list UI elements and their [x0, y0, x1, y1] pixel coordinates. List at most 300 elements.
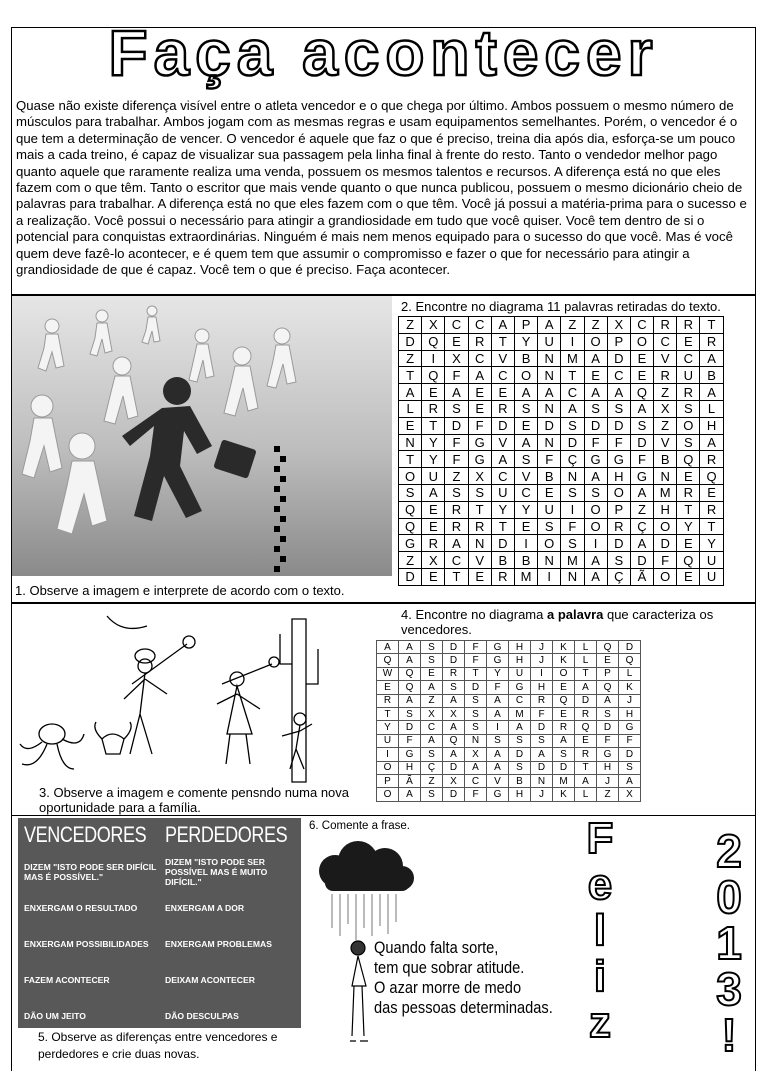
white-runner-figure — [90, 310, 112, 356]
grid-cell: N — [538, 367, 561, 384]
grid-cell: S — [445, 400, 468, 417]
grid-cell: A — [561, 400, 584, 417]
grid-cell: J — [597, 774, 619, 787]
grid-cell: A — [421, 681, 443, 694]
grid-cell: G — [619, 721, 641, 734]
grid-cell: Y — [377, 721, 399, 734]
grid-row — [377, 667, 641, 680]
grid-cell: G — [487, 654, 509, 667]
grid-cell: A — [421, 734, 443, 747]
grid-cell: R — [491, 400, 514, 417]
grid-cell: S — [399, 707, 421, 720]
grid-cell: A — [445, 384, 468, 401]
grid-cell: O — [538, 535, 561, 552]
grid-cell: P — [377, 774, 399, 787]
grid-cell: U — [700, 552, 723, 569]
ground-line — [107, 616, 147, 628]
year-vertical-text — [702, 825, 756, 1061]
grid-cell: A — [377, 641, 399, 654]
girl-figure — [350, 941, 368, 1041]
grid-row — [377, 788, 641, 801]
runners-illustration — [12, 296, 392, 576]
grid-cell: F — [465, 788, 487, 801]
grid-cell: Q — [422, 333, 445, 350]
grid-cell: A — [399, 641, 421, 654]
grid-row — [399, 400, 724, 417]
losers-column — [165, 818, 301, 1028]
grid-cell: K — [553, 654, 575, 667]
grid-cell: L — [399, 400, 422, 417]
grid-cell: R — [700, 501, 723, 518]
grid-cell: R — [677, 484, 700, 501]
grid-row — [399, 552, 724, 569]
grid-cell: S — [561, 535, 584, 552]
comparison-item: DIZEM "ISTO PODE SER POSSÍVEL MAS É MUITO DIFÍCIL." — [165, 857, 268, 887]
grid-cell: Y — [677, 518, 700, 535]
grid-cell: G — [607, 451, 630, 468]
grid-cell: D — [443, 761, 465, 774]
finish-line — [274, 446, 286, 572]
feliz-letter: z — [589, 998, 611, 1047]
grid-cell: B — [491, 552, 514, 569]
grid-cell: E — [553, 681, 575, 694]
comparison-item: ENXERGAM A DOR — [165, 903, 245, 913]
grid-cell: E — [377, 681, 399, 694]
comparison-item: DÃO UM JEITO — [24, 1011, 86, 1021]
grid-row — [377, 761, 641, 774]
grid-cell: D — [553, 761, 575, 774]
grid-cell: O — [654, 568, 677, 585]
grid-cell: A — [509, 721, 531, 734]
grid-cell: Z — [399, 350, 422, 367]
grid-cell: Y — [700, 535, 723, 552]
grid-cell: D — [399, 333, 422, 350]
grid-cell: A — [700, 350, 723, 367]
comparison-item: FAZEM ACONTECER — [24, 975, 110, 985]
grid-cell: X — [443, 774, 465, 787]
grid-cell: D — [630, 552, 653, 569]
grid-cell: X — [619, 788, 641, 801]
grid-cell: D — [654, 535, 677, 552]
grid-cell: A — [399, 384, 422, 401]
grid-cell: S — [468, 484, 491, 501]
grid-cell: S — [677, 434, 700, 451]
grid-cell: U — [422, 468, 445, 485]
grid-cell: A — [575, 681, 597, 694]
grid-cell: G — [597, 748, 619, 761]
grid-row — [399, 484, 724, 501]
grid-cell: O — [553, 667, 575, 680]
grid-cell: H — [509, 788, 531, 801]
grid-cell: E — [630, 350, 653, 367]
grid-cell: B — [514, 552, 537, 569]
grid-cell: A — [584, 384, 607, 401]
grid-cell: H — [531, 681, 553, 694]
white-runner-figure — [189, 329, 214, 382]
grid-cell: A — [399, 654, 421, 667]
grid-cell: C — [445, 552, 468, 569]
grid-cell: H — [509, 641, 531, 654]
grid-cell: H — [619, 707, 641, 720]
grid-cell: D — [509, 748, 531, 761]
grid-cell: Z — [630, 501, 653, 518]
grid-cell: I — [487, 721, 509, 734]
grid-cell: D — [491, 535, 514, 552]
grid-cell: A — [399, 694, 421, 707]
grid-cell: V — [654, 434, 677, 451]
grid-cell: E — [445, 333, 468, 350]
grid-cell: Z — [399, 317, 422, 334]
grid-cell: H — [597, 761, 619, 774]
grid-cell: A — [399, 788, 421, 801]
grid-cell: I — [561, 501, 584, 518]
grid-cell: F — [465, 654, 487, 667]
white-runner-figure — [142, 306, 160, 344]
grid-cell: S — [421, 748, 443, 761]
grid-cell: F — [487, 681, 509, 694]
grid-cell: S — [443, 681, 465, 694]
comparison-item: DIZEM "ISTO PODE SER DIFÍCIL MAS É POSSÍVEL." — [24, 862, 157, 882]
grid-cell: O — [630, 333, 653, 350]
grid-cell: A — [491, 317, 514, 334]
grid-cell: Ã — [630, 568, 653, 585]
grid-cell: Y — [422, 451, 445, 468]
grid-cell: D — [445, 417, 468, 434]
grid-cell: S — [619, 761, 641, 774]
grid-cell: U — [700, 568, 723, 585]
grid-cell: R — [422, 400, 445, 417]
grid-cell: R — [445, 518, 468, 535]
grid-cell: R — [677, 317, 700, 334]
grid-cell: N — [468, 535, 491, 552]
grid-cell: O — [377, 788, 399, 801]
grid-cell: U — [677, 367, 700, 384]
grid-cell: H — [509, 654, 531, 667]
grid-cell: N — [561, 468, 584, 485]
quote-text — [374, 938, 553, 1018]
grid-cell: X — [422, 317, 445, 334]
grid-cell: H — [654, 501, 677, 518]
grid-cell: Q — [677, 552, 700, 569]
grid-cell: F — [584, 434, 607, 451]
year-char: ! — [721, 1009, 737, 1061]
grid-cell: A — [443, 748, 465, 761]
grid-cell: A — [700, 384, 723, 401]
grid-cell: R — [443, 667, 465, 680]
grid-cell: S — [607, 552, 630, 569]
grid-cell: D — [619, 748, 641, 761]
quote-line: tem que sobrar atitude. — [374, 958, 525, 977]
grid-cell: E — [677, 535, 700, 552]
grid-cell: D — [630, 434, 653, 451]
grid-cell: Z — [421, 774, 443, 787]
feliz-letter: i — [593, 952, 607, 1001]
grid-cell: S — [465, 707, 487, 720]
grid-cell: Q — [597, 681, 619, 694]
grid-cell: S — [514, 451, 537, 468]
grid-cell: C — [607, 367, 630, 384]
grid-cell: F — [654, 552, 677, 569]
grid-cell: S — [531, 734, 553, 747]
grid-cell: A — [584, 552, 607, 569]
grid-row — [377, 654, 641, 667]
grid-cell: D — [491, 417, 514, 434]
grid-cell: Q — [597, 641, 619, 654]
grid-cell: Y — [487, 667, 509, 680]
grid-cell: F — [561, 518, 584, 535]
comparison-item: DEIXAM ACONTECER — [165, 975, 255, 985]
grid-cell: E — [553, 707, 575, 720]
grid-cell: T — [377, 707, 399, 720]
white-runner-figure — [22, 395, 62, 478]
grid-cell: C — [514, 484, 537, 501]
quote-line: Quando falta sorte, — [374, 938, 499, 957]
grid-cell: A — [531, 748, 553, 761]
grid-cell: U — [377, 734, 399, 747]
grid-cell: A — [491, 451, 514, 468]
grid-cell: T — [700, 518, 723, 535]
grid-cell: X — [468, 468, 491, 485]
grid-row — [399, 535, 724, 552]
family-section — [11, 603, 756, 816]
grid-cell: R — [700, 333, 723, 350]
grid-cell: Y — [514, 333, 537, 350]
grid-cell: R — [553, 721, 575, 734]
grid-cell: J — [531, 641, 553, 654]
grid-cell: Ç — [421, 761, 443, 774]
grid-cell: C — [561, 384, 584, 401]
grid-cell: D — [561, 434, 584, 451]
grid-cell: G — [399, 535, 422, 552]
comparison-item: DÃO DESCULPAS — [165, 1011, 239, 1021]
grid-cell: C — [630, 317, 653, 334]
grid-cell: S — [538, 518, 561, 535]
grid-cell: Q — [630, 384, 653, 401]
grid-cell: N — [561, 568, 584, 585]
grid-cell: E — [422, 501, 445, 518]
grid-cell: C — [677, 350, 700, 367]
grid-cell: S — [509, 761, 531, 774]
grid-cell: T — [422, 417, 445, 434]
grid-row — [399, 367, 724, 384]
grid-cell: D — [399, 568, 422, 585]
grid-cell: Ç — [607, 568, 630, 585]
grid-cell: Q — [553, 694, 575, 707]
grid-cell: F — [445, 367, 468, 384]
grid-row — [399, 468, 724, 485]
grid-row — [399, 317, 724, 334]
grid-row — [399, 451, 724, 468]
grid-cell: A — [487, 707, 509, 720]
child-figure — [282, 713, 312, 769]
grid-cell: E — [399, 417, 422, 434]
question-2: 2. Encontre no diagrama 11 palavras retiradas do texto. — [401, 299, 721, 314]
grid-cell: F — [607, 434, 630, 451]
grid-cell: F — [465, 641, 487, 654]
grid-cell: S — [465, 694, 487, 707]
grid-cell: D — [531, 721, 553, 734]
grid-cell: U — [538, 333, 561, 350]
grid-cell: G — [487, 788, 509, 801]
year-char: 1 — [716, 917, 742, 969]
grid-cell: D — [619, 641, 641, 654]
grid-row — [377, 641, 641, 654]
grid-cell: T — [575, 667, 597, 680]
intro-text: Quase não existe diferença visível entre o atleta vencedor e o que chega por último. Ambos possuem o mesmo número de músculos para trabalhar. Ambos jogam com as mesmas regras e usam equipamentos semelhantes. Porém, o vencedor é o que tem a determinação de vencer. O vencedor é aquele que faz o que é preciso, treina dia após dia, esforça-se um pouco mais a cada treino, é capaz de visualizar sua passagem pela linha final à frente do resto. Tanto o vendedor melhor pago quanto aquele que raramente realiza uma venda, possuem os mesmos talentos e recursos. A diferença está no que eles fazem com o que têm. Tanto o escritor que mais vende quanto o que nunca publicou, possuem o mesmo dicionário cheio de palavras para trabalhar. A diferença está no que eles fazem com o que têm. Você já possui a matéria-prima para o sucesso e a realização. Você possui o necessário para atingir a grandiosidade em tudo que você quiser. Você tem dentro de si o potencial para conquistas extraordinárias. Ninguém é mais nem menos equipado para o sucesso do que você. Mas é você quem deve fazê-lo acontecer, e é quem tem que assumir o compromisso e fazer o que for necessário para atingir a grandiosidade de que é capaz. Você tem o que é preciso. Faça acontecer. — [16, 98, 747, 278]
grid-cell: S — [584, 400, 607, 417]
grid-cell: L — [575, 641, 597, 654]
grid-cell: F — [538, 451, 561, 468]
grid-row — [377, 681, 641, 694]
grid-cell: F — [445, 434, 468, 451]
grid-cell: E — [538, 484, 561, 501]
grid-cell: T — [399, 367, 422, 384]
grid-cell: I — [531, 667, 553, 680]
grid-cell: C — [468, 350, 491, 367]
grid-cell: I — [584, 535, 607, 552]
grid-cell: R — [445, 501, 468, 518]
grid-cell: I — [514, 535, 537, 552]
grid-cell: S — [509, 734, 531, 747]
question-3: 3. Observe a imagem e comente pensndo numa nova oportunidade para a família. — [39, 785, 350, 815]
grid-cell: D — [399, 721, 421, 734]
grid-cell: J — [531, 788, 553, 801]
grid-row — [399, 384, 724, 401]
storm-cloud — [319, 841, 414, 891]
comparison-item: ENXERGAM POSSIBILIDADES — [24, 939, 149, 949]
white-runner-figure — [224, 347, 258, 416]
octopus — [20, 724, 84, 769]
grid-cell: E — [468, 568, 491, 585]
page-title: Faça acontecer — [108, 17, 659, 89]
white-runner-figure — [38, 319, 64, 371]
grid-cell: S — [514, 400, 537, 417]
grid-cell: E — [468, 384, 491, 401]
grid-cell: X — [654, 400, 677, 417]
grid-cell: Q — [619, 654, 641, 667]
grid-cell: E — [422, 568, 445, 585]
winners-column — [24, 818, 164, 1028]
grid-cell: X — [422, 552, 445, 569]
grid-cell: L — [575, 788, 597, 801]
grid-cell: A — [584, 568, 607, 585]
grid-cell: S — [677, 400, 700, 417]
grid-cell: G — [399, 748, 421, 761]
grid-cell: S — [487, 734, 509, 747]
grid-cell: V — [654, 350, 677, 367]
word-search-2 — [376, 640, 641, 802]
year-char: 3 — [716, 963, 742, 1015]
grid-row — [399, 518, 724, 535]
grid-cell: E — [514, 417, 537, 434]
grid-cell: K — [619, 681, 641, 694]
grid-cell: A — [700, 434, 723, 451]
grid-cell: S — [465, 721, 487, 734]
grid-cell: S — [445, 484, 468, 501]
grid-cell: E — [700, 484, 723, 501]
grid-cell: Z — [654, 417, 677, 434]
grid-cell: G — [584, 451, 607, 468]
grid-cell: O — [584, 518, 607, 535]
grid-cell: B — [538, 468, 561, 485]
father-figure — [124, 636, 195, 754]
grid-cell: R — [468, 518, 491, 535]
grid-cell: X — [465, 748, 487, 761]
feliz-letter: e — [587, 860, 613, 909]
white-runner-figure — [267, 328, 296, 388]
grid-cell: C — [421, 721, 443, 734]
grid-cell: E — [491, 384, 514, 401]
grid-cell: V — [487, 774, 509, 787]
grid-cell: A — [443, 694, 465, 707]
grid-cell: T — [468, 501, 491, 518]
grid-cell: T — [677, 501, 700, 518]
grid-cell: N — [538, 400, 561, 417]
grid-cell: M — [514, 568, 537, 585]
winners-rows — [24, 854, 164, 1028]
question-1: 1. Observe a imagem e interprete de acordo com o texto. — [15, 583, 345, 598]
grid-cell: B — [514, 350, 537, 367]
question-6: 6. Comente a frase. — [309, 820, 410, 832]
grid-cell: T — [399, 451, 422, 468]
white-runner-figure — [57, 433, 107, 534]
grid-row — [399, 568, 724, 585]
grid-cell: A — [443, 721, 465, 734]
grid-cell: C — [491, 367, 514, 384]
grid-cell: M — [654, 484, 677, 501]
grid-cell: V — [468, 552, 491, 569]
grid-cell: X — [443, 707, 465, 720]
grid-cell: K — [553, 641, 575, 654]
grid-cell: H — [607, 468, 630, 485]
grid-cell: N — [465, 734, 487, 747]
grid-cell: A — [553, 734, 575, 747]
grid-cell: V — [491, 434, 514, 451]
grid-cell: I — [377, 748, 399, 761]
grid-cell: Ç — [630, 518, 653, 535]
grid-cell: R — [531, 694, 553, 707]
grid-cell: S — [561, 417, 584, 434]
grid-cell: D — [538, 417, 561, 434]
grid-cell: E — [422, 518, 445, 535]
grid-cell: F — [468, 417, 491, 434]
grid-cell: E — [630, 367, 653, 384]
grid-cell: Ç — [561, 451, 584, 468]
grid-cell: R — [677, 384, 700, 401]
grid-cell: Y — [514, 501, 537, 518]
grid-cell: Q — [677, 451, 700, 468]
winners-heading: VENCEDORES — [24, 822, 147, 847]
grid-cell: S — [630, 417, 653, 434]
grid-cell: P — [514, 317, 537, 334]
grid-cell: O — [677, 417, 700, 434]
grid-cell: G — [468, 451, 491, 468]
grid-cell: Ã — [399, 774, 421, 787]
grid-cell: B — [509, 774, 531, 787]
grid-cell: Z — [445, 468, 468, 485]
grid-cell: R — [575, 707, 597, 720]
grid-cell: E — [677, 333, 700, 350]
grid-cell: S — [607, 400, 630, 417]
bottom-section — [11, 816, 756, 1071]
grid-cell: A — [630, 484, 653, 501]
grid-cell: D — [607, 535, 630, 552]
grid-cell: C — [468, 317, 491, 334]
feliz-vertical-text — [575, 816, 625, 1046]
grid-cell: G — [509, 681, 531, 694]
grid-cell: O — [607, 484, 630, 501]
year-char: 0 — [716, 871, 742, 923]
